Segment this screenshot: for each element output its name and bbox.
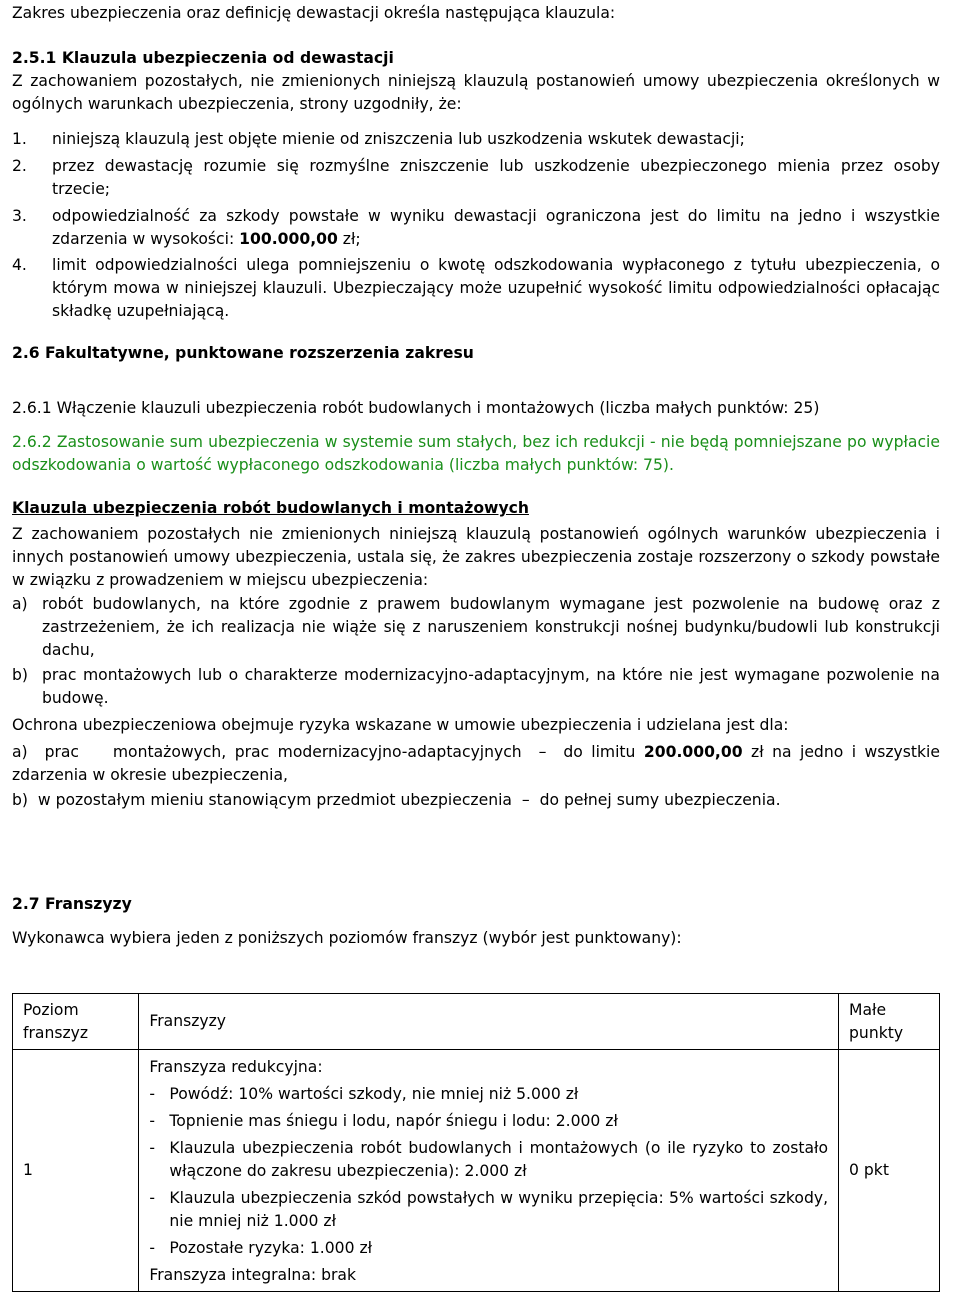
klauzula-item-label: b) [12,666,28,684]
clause-item-2 [12,155,940,201]
clause-item-1 [12,128,940,151]
clause-item-text: przez dewastację rozumie się rozmyślne zniszczenie lub uszkodzenie ubezpieczonego mienia przez osoby trzecie; [52,157,940,198]
list-item: - Klauzula ubezpieczenia robót budowlanych i montażowych (o ile ryzyko to zostało włączone do zakresu ubezpieczenia): 2.000 zł [149,1139,829,1180]
ochrona-limit-amount: 200.000,00 [643,743,743,761]
klauzula-item-text: prac montażowych lub o charakterze modernizacyjno-adaptacyjnym, na które nie jest wymagane pozwolenie na budowę. [42,666,940,707]
klauzula-title: Klauzula ubezpieczenia robót budowlanych i montażowych [12,499,529,517]
clause-item-text: odpowiedzialność za szkody powstałe w wyniku dewastacji ograniczona jest do limitu na jedno i wszystkie zdarzenia w wysokości: 100.000,00 zł; [52,207,940,248]
klauzula-item-label: a) [12,595,28,613]
header-poziom: Poziom franszyz [13,994,139,1050]
ochrona-item-a: a) prac montażowych, prac modernizacyjno-adaptacyjnych – do limitu 200.000,00 zł na jedno i wszystkie zdarzenia w okresie ubezpieczenia, [12,743,945,784]
klauzula-item-b [12,664,940,710]
intro-text: Zakres ubezpieczenia oraz definicję dewastacji określa następująca klauzula: [12,4,616,22]
clause-item-number: 1. [12,130,27,148]
list-item: - Pozostałe ryzyka: 1.000 zł [149,1239,373,1257]
klauzula-item-a [12,593,940,662]
header-male-punkty: Małe punkty [839,994,940,1050]
klauzula-item-text: robót budowlanych, na które zgodnie z prawem budowlanym wymagane jest pozwolenie na budowę oraz z zastrzeżeniem, że ich realizacja nie wiąże się z naruszeniem konstrukcji nośnej budynku/budowli lub konstrukcji dachu, [42,595,940,659]
clause-title: 2.5.1 Klauzula ubezpieczenia od dewastacji [12,49,394,67]
clause-item-3 [12,205,940,251]
clause-item-4 [12,254,940,323]
ochrona-item-b: b) w pozostałym mieniu stanowiącym przedmiot ubezpieczenia – do pełnej sumy ubezpieczenia. [12,791,781,809]
list-item: - Powódź: 10% wartości szkody, nie mniej niż 5.000 zł [149,1085,579,1103]
clause-item-number: 2. [12,157,27,175]
klauzula-intro: Z zachowaniem pozostałych nie zmienionych niniejszą klauzulą postanowień ogólnych warunków ubezpieczenia i innych postanowień umowy ubezpieczenia, ustala się, że zakres ubezpieczenia zostaje rozszerzony o szkody powstałe w związku z prowadzeniem w miejscu ubezpieczenia: [12,525,940,589]
clause-item-text: limit odpowiedzialności ulega pomniejszeniu o kwotę odszkodowania wypłaconego z tytułu ubezpieczenia, o którym mowa w niniejszej klauzuli. Ubezpieczający może uzupełnić wysokość limitu odpowiedzialności opłacając składkę uzupełniającą. [52,256,940,320]
section-2-6-title: 2.6 Fakultatywne, punktowane rozszerzenia zakresu [12,344,474,362]
list-item: - Topnienie mas śniegu i lodu, napór śniegu i lodu: 2.000 zł [149,1112,618,1130]
clause-intro: Z zachowaniem pozostałych, nie zmienionych niniejszą klauzulą postanowień umowy ubezpieczenia określonych w ogólnych warunkach ubezpieczenia, strony uzgodniły, że: [12,72,940,113]
franszyzy-table [12,993,940,1292]
franszyzy-intro: Wykonawca wybiera jeden z poniższych poziomów franszyz (wybór jest punktowany): [12,929,682,947]
item-2-6-2: 2.6.2 Zastosowanie sum ubezpieczenia w systemie sum stałych, bez ich redukcji - nie będą pomniejszane po wypłacie odszkodowania o wartość wypłaconego odszkodowania (liczba małych punktów: 75). [12,433,940,474]
section-2-7-title: 2.7 Franszyzy [12,895,132,913]
limit-amount: 100.000,00 [239,230,338,248]
clause-item-number: 4. [12,256,27,274]
list-item: - Klauzula ubezpieczenia szkód powstałych w wyniku przepięcia: 5% wartości szkody, nie mniej niż 1.000 zł [149,1189,829,1230]
row-franszyzy-cell [139,1050,839,1292]
clause-item-number: 3. [12,207,27,225]
row-points: 0 pkt [839,1050,940,1292]
header-franszyzy: Franszyzy [139,994,839,1050]
row-level: 1 [13,1050,139,1292]
table-header-row [13,994,940,1050]
franszyza-footer: Franszyza integralna: brak [149,1266,356,1284]
franszyza-heading: Franszyza redukcyjna: [149,1058,323,1076]
item-2-6-1: 2.6.1 Włączenie klauzuli ubezpieczenia robót budowlanych i montażowych (liczba małych punktów: 25) [12,399,820,417]
table-row [13,1050,940,1292]
clause-item-text: niniejszą klauzulą jest objęte mienie od zniszczenia lub uszkodzenia wskutek dewastacji; [52,130,745,148]
ochrona-intro: Ochrona ubezpieczeniowa obejmuje ryzyka wskazane w umowie ubezpieczenia i udzielana jest dla: [12,716,789,734]
